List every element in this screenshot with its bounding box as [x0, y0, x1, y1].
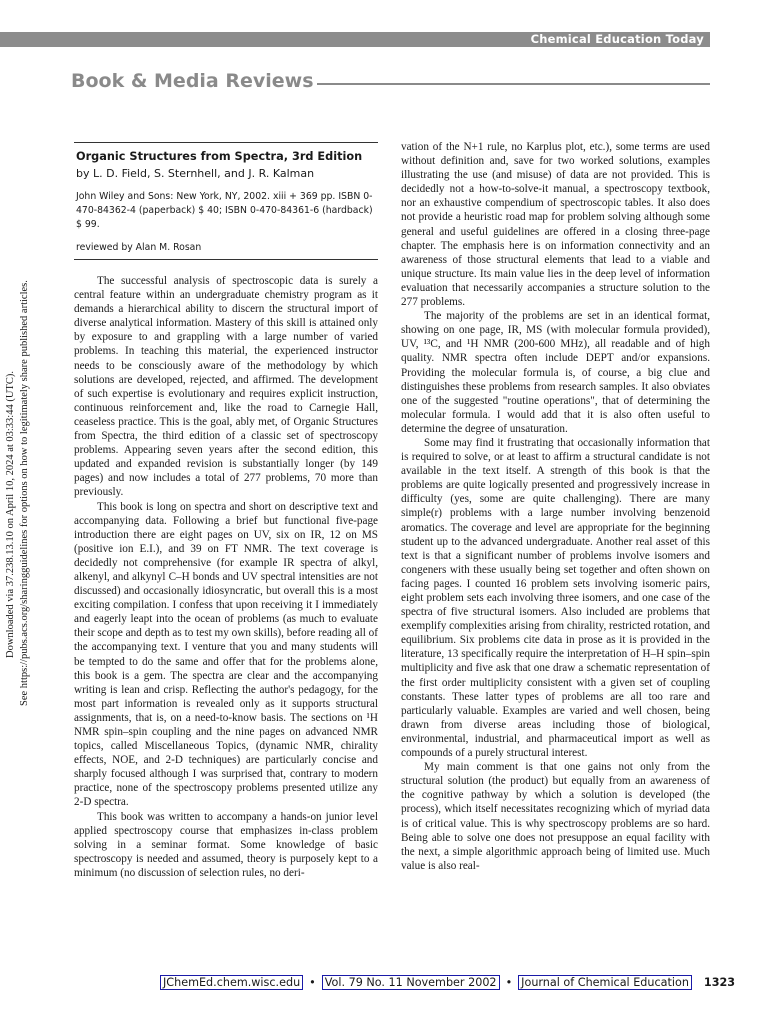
- left-column-text: [74, 274, 378, 880]
- right-column: [401, 140, 710, 873]
- footer-separator: •: [505, 976, 513, 989]
- paragraph: This book is long on spectra and short on descriptive text and accompanying data. Following a brief but functional five-page introduction there are eight pages on UV, six on IR, 12 on MS (positive ion E.I.), and 39 on FT NMR. The text coverage is decidedly not comprehensive (for example IR spectra of alkyl, alkenyl, and alkynyl C–H bonds and UV spectral intensities are not discussed) and occasionally idiosyncratic, but overall this is a most exciting compilation. I confess that upon receiving it I immediately and eagerly leapt into the ocean of problems (as much to evaluate their scope and depth as to test my own skills), before reading all of the accompanying text. I venture that you and many students will be tempted to do the same and offer that for the problems alone, this book is a gem. The spectra are clear and the accompanying writing is lean and crisp. Reflecting the author's pedagogy, for the most part information is revealed only as it supports structural assignments, that is, on a need-to-know basis. The sections on ¹H NMR spin–spin coupling and the nine pages on advanced NMR topics, called Miscellaneous Topics, (dynamic NMR, chirality effects, NOE, and 2-D techniques) are particularly concise and sharply focused although I was surprised that, contrary to modern practice, none of the spectroscopy problems presented utilize any 2-D spectra.: [74, 500, 378, 809]
- paragraph: My main comment is that one gains not only from the structural solution (the product) but equally from an awareness of the cognitive pathway by which a solution is developed (the process), which itself necessitates recognizing which of myriad data is of critical value. This is why spectroscopy problems are so hard. Being able to solve one does not presuppose an equal facility with the next, a simple algorithmic approach being of limited use. Much value is also real-: [401, 761, 710, 872]
- banner-label: Chemical Education Today: [530, 32, 704, 46]
- left-column: [74, 142, 378, 880]
- site-link[interactable]: JChemEd.chem.wisc.edu: [160, 975, 303, 990]
- book-info-box: [74, 142, 378, 260]
- paragraph: The majority of the problems are set in an identical format, showing on one page, IR, MS (with molecular formula provided), UV, ¹³C, and ¹H NMR (200-600 MHz), all readable and of high quality. NMR spectra often include DEPT and/or expansions. Providing the molecular formula is, of course, a big clue and distinguishes these problems from research samples. It also obviates one of the suggested "routine operations", that of determining the molecular formula. I would add that it is also often useful to determine the degree of unsaturation.: [401, 310, 710, 435]
- download-notice: Downloaded via 37.238.13.10 on April 10, 2024 at 03:33:44 (UTC).: [5, 371, 16, 658]
- journal-link[interactable]: Journal of Chemical Education: [518, 975, 692, 990]
- paragraph: vation of the N+1 rule, no Karplus plot, etc.), some terms are used without definition and, save for two worked solutions, examples illustrating the use (and misuse) of data are not provided. This is decidedly not a how-to-solve-it manual, a spectroscopy textbook, nor an exhaustive compendium of spectroscopic tables. It also does not provide a heuristic road map for problem solving although some general and useful guidelines are offered in a closing three-page chapter. The emphasis here is on information connectivity and an awareness of those structural elements that lead to a viable and unique structure. Its main value lies in the deep level of information evaluation that necessarily accompanies a structure solution to the 277 problems.: [401, 141, 710, 309]
- page-footer: [160, 976, 735, 989]
- book-authors: by L. D. Field, S. Sternhell, and J. R. Kalman: [76, 167, 315, 180]
- header-banner: [0, 32, 710, 47]
- sharing-guidelines-notice: See https://pubs.acs.org/sharingguidelines for options on how to legitimately share published articles.: [19, 280, 30, 706]
- page-number: 1323: [703, 976, 736, 989]
- paragraph: This book was written to accompany a hands-on junior level applied spectroscopy course that emphasizes in-class problem solving in a seminar format. Some knowledge of basic spectroscopy is needed and assumed, theory is purposely kept to a minimum (no discussion of selection rules, no deri-: [74, 810, 378, 879]
- footer-separator: •: [309, 976, 316, 989]
- paragraph: Some may find it frustrating that occasionally information that is required to solve, or at least to affirm a structural candidate is not available in the text itself. A strength of this book is that the problems are quite logically presented and progressively increase in difficulty (yes, some are quite challenging). There are many simple(r) problems with a large number involving benzenoid aromatics. The coverage and level are appropriate for the beginning student up to the advanced undergraduate. Another real asset of this text is that a significant number of problems involve isomers and congeners with these usually being set together and often shown on facing pages. I counted 16 problem sets involving isomeric pairs, eight problem sets each involving three isomers, and one case of the spectra of five structural isomers. Also included are problems that exemplify complexities arising from chirality, restricted rotation, and equilibrium. Six problems cite data in prose as it is provided in the literature, 13 specifically require the interpretation of H–H spin–spin multiplicity and five ask that one draw a schematic representation of the first order multiplicity consistent with a given set of coupling constants. These latter types of problems are all too rare and particularly valuable. Examples are varied and well chosen, being drawn from diverse areas including those of biological, environmental, industrial, and pharmaceutical import as well as compounds of a purely structural interest.: [401, 436, 711, 760]
- issue-link[interactable]: Vol. 79 No. 11 November 2002: [322, 975, 500, 990]
- section-title-rule: [317, 83, 710, 85]
- section-title: Book & Media Reviews: [71, 70, 314, 92]
- book-title: Organic Structures from Spectra, 3rd Edition: [76, 150, 363, 163]
- paragraph: The successful analysis of spectroscopic data is surely a central feature within an undergraduate chemistry program as it demands a hierarchical ability to discern the structural import of diverse analytical information. Mastery of this skill is attained only by exposure to and grappling with a large number of varied problems. In teaching this material, the experienced instructor needs to be consciously aware of the methodology by which solutions are developed, rejected, and affirmed. The development of such expertise is evolutionary and requires explicit instruction, continuous reinforcement and, like the road to Carnegie Hall, ceaseless practice. This is the goal, ably met, of Organic Structures from Spectra, the third edition of a classic set of spectroscopy problems. Appearing seven years after the second edition, this updated and expanded revision is substantially longer (by 149 pages) and now includes a total of 277 problems, 70 more than previously.: [74, 275, 378, 499]
- reviewer-credit: reviewed by Alan M. Rosan: [76, 242, 202, 253]
- publication-details: John Wiley and Sons: New York, NY, 2002. xiii + 369 pp. ISBN 0-470-84362-4 (paperback) $ 40; ISBN 0-470-84361-6 (hardback) $ 99.: [76, 191, 373, 230]
- right-column-text: [401, 140, 710, 873]
